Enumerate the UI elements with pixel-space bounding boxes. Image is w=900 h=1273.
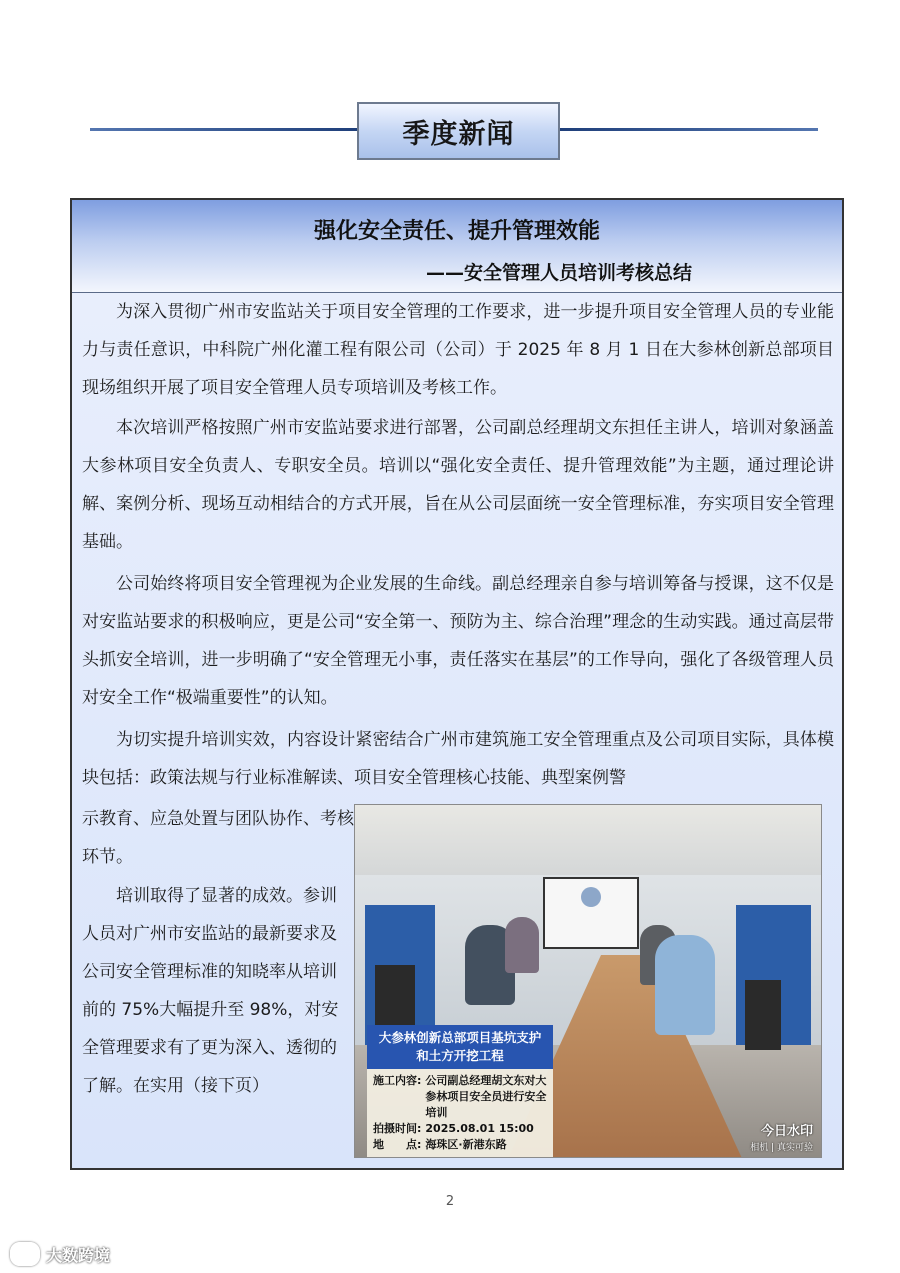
paragraph-4-continued: 示教育、应急处置与团队协作、考核环节。 <box>82 809 354 867</box>
caption-value: 海珠区·新港东路 <box>425 1138 507 1151</box>
training-photo <box>354 804 822 1158</box>
paragraph-2: 本次培训严格按照广州市安监站要求进行部署，公司副总经理胡文东担任主讲人，培训对象涵盖大参林项目安全负责人、专职安全员。培训以“强化安全责任、提升管理效能”为主题，通过理论讲解、案例分析、现场互动相结合的方式开展，旨在从公司层面统一安全管理标准，夯实项目安全管理基础。 <box>82 418 834 552</box>
paragraph-4: 为切实提升培训实效，内容设计紧密结合广州市建筑施工安全管理重点及公司项目实际，具体模块包括：政策法规与行业标准解读、项目安全管理核心技能、典型案例警 <box>82 730 834 788</box>
paragraph-3: 公司始终将项目安全管理视为企业发展的生命线。副总经理亲自参与培训筹备与授课，这不仅是对安监站要求的积极响应，更是公司“安全第一、预防为主、综合治理”理念的生动实践。通过高层带头抓安全培训，进一步明确了“安全管理无小事，责任落实在基层”的工作导向，强化了各级管理人员对安全工作“极端重要性”的认知。 <box>82 574 834 708</box>
caption-body <box>367 1069 553 1157</box>
site-logo-icon <box>10 1242 40 1266</box>
caption-key: 施工内容: <box>373 1074 422 1087</box>
section-title: 季度新闻 <box>402 118 515 150</box>
photo-chair-right <box>745 980 781 1050</box>
paragraph-1: 为深入贯彻广州市安监站关于项目安全管理的工作要求，进一步提升项目安全管理人员的专业能力与责任意识，中科院广州化灌工程有限公司（公司）于 2025 年 8 月 1 日在大参林创新总部项目现场组织开展了项目安全管理人员专项培训及考核工作。 <box>82 302 834 398</box>
caption-title: 大参林创新总部项目基坑支护和土方开挖工程 <box>367 1025 553 1069</box>
site-watermark <box>10 1242 110 1266</box>
caption-key: 拍摄时间: <box>373 1122 422 1135</box>
headline-box <box>72 200 842 293</box>
section-banner <box>357 102 560 160</box>
banner-rule-left <box>90 128 358 131</box>
paragraph-5: 培训取得了显著的成效。参训人员对广州市安监站的最新要求及公司安全管理标准的知晓率从培训前的 75%大幅提升至 98%，对安全管理要求有了更为深入、透彻的了解。在实用（接下页） <box>82 886 339 1096</box>
page-number: 2 <box>445 1194 455 1209</box>
photo-caption <box>367 1025 553 1157</box>
article-headline: 强化安全责任、提升管理效能 <box>313 219 600 244</box>
article-subheadline: ——安全管理人员培训考核总结 <box>425 262 692 284</box>
caption-value: 公司副总经理胡文东对大参林项目安全员进行安全培训 <box>425 1074 547 1119</box>
caption-row <box>373 1073 547 1121</box>
photo-person <box>505 917 539 973</box>
caption-value: 2025.08.01 15:00 <box>425 1122 534 1135</box>
photo-projector-screen <box>543 877 639 949</box>
caption-key: 地 点: <box>373 1138 422 1151</box>
site-watermark-text: 大数跨境 <box>46 1245 111 1265</box>
photo-person <box>655 935 715 1035</box>
caption-row <box>373 1137 547 1153</box>
caption-row <box>373 1121 547 1137</box>
photo-watermark-sub: 相机 | 真实可验 <box>750 1143 813 1153</box>
photo-watermark: 今日水印 <box>760 1124 813 1139</box>
banner-rule-right <box>560 128 818 131</box>
